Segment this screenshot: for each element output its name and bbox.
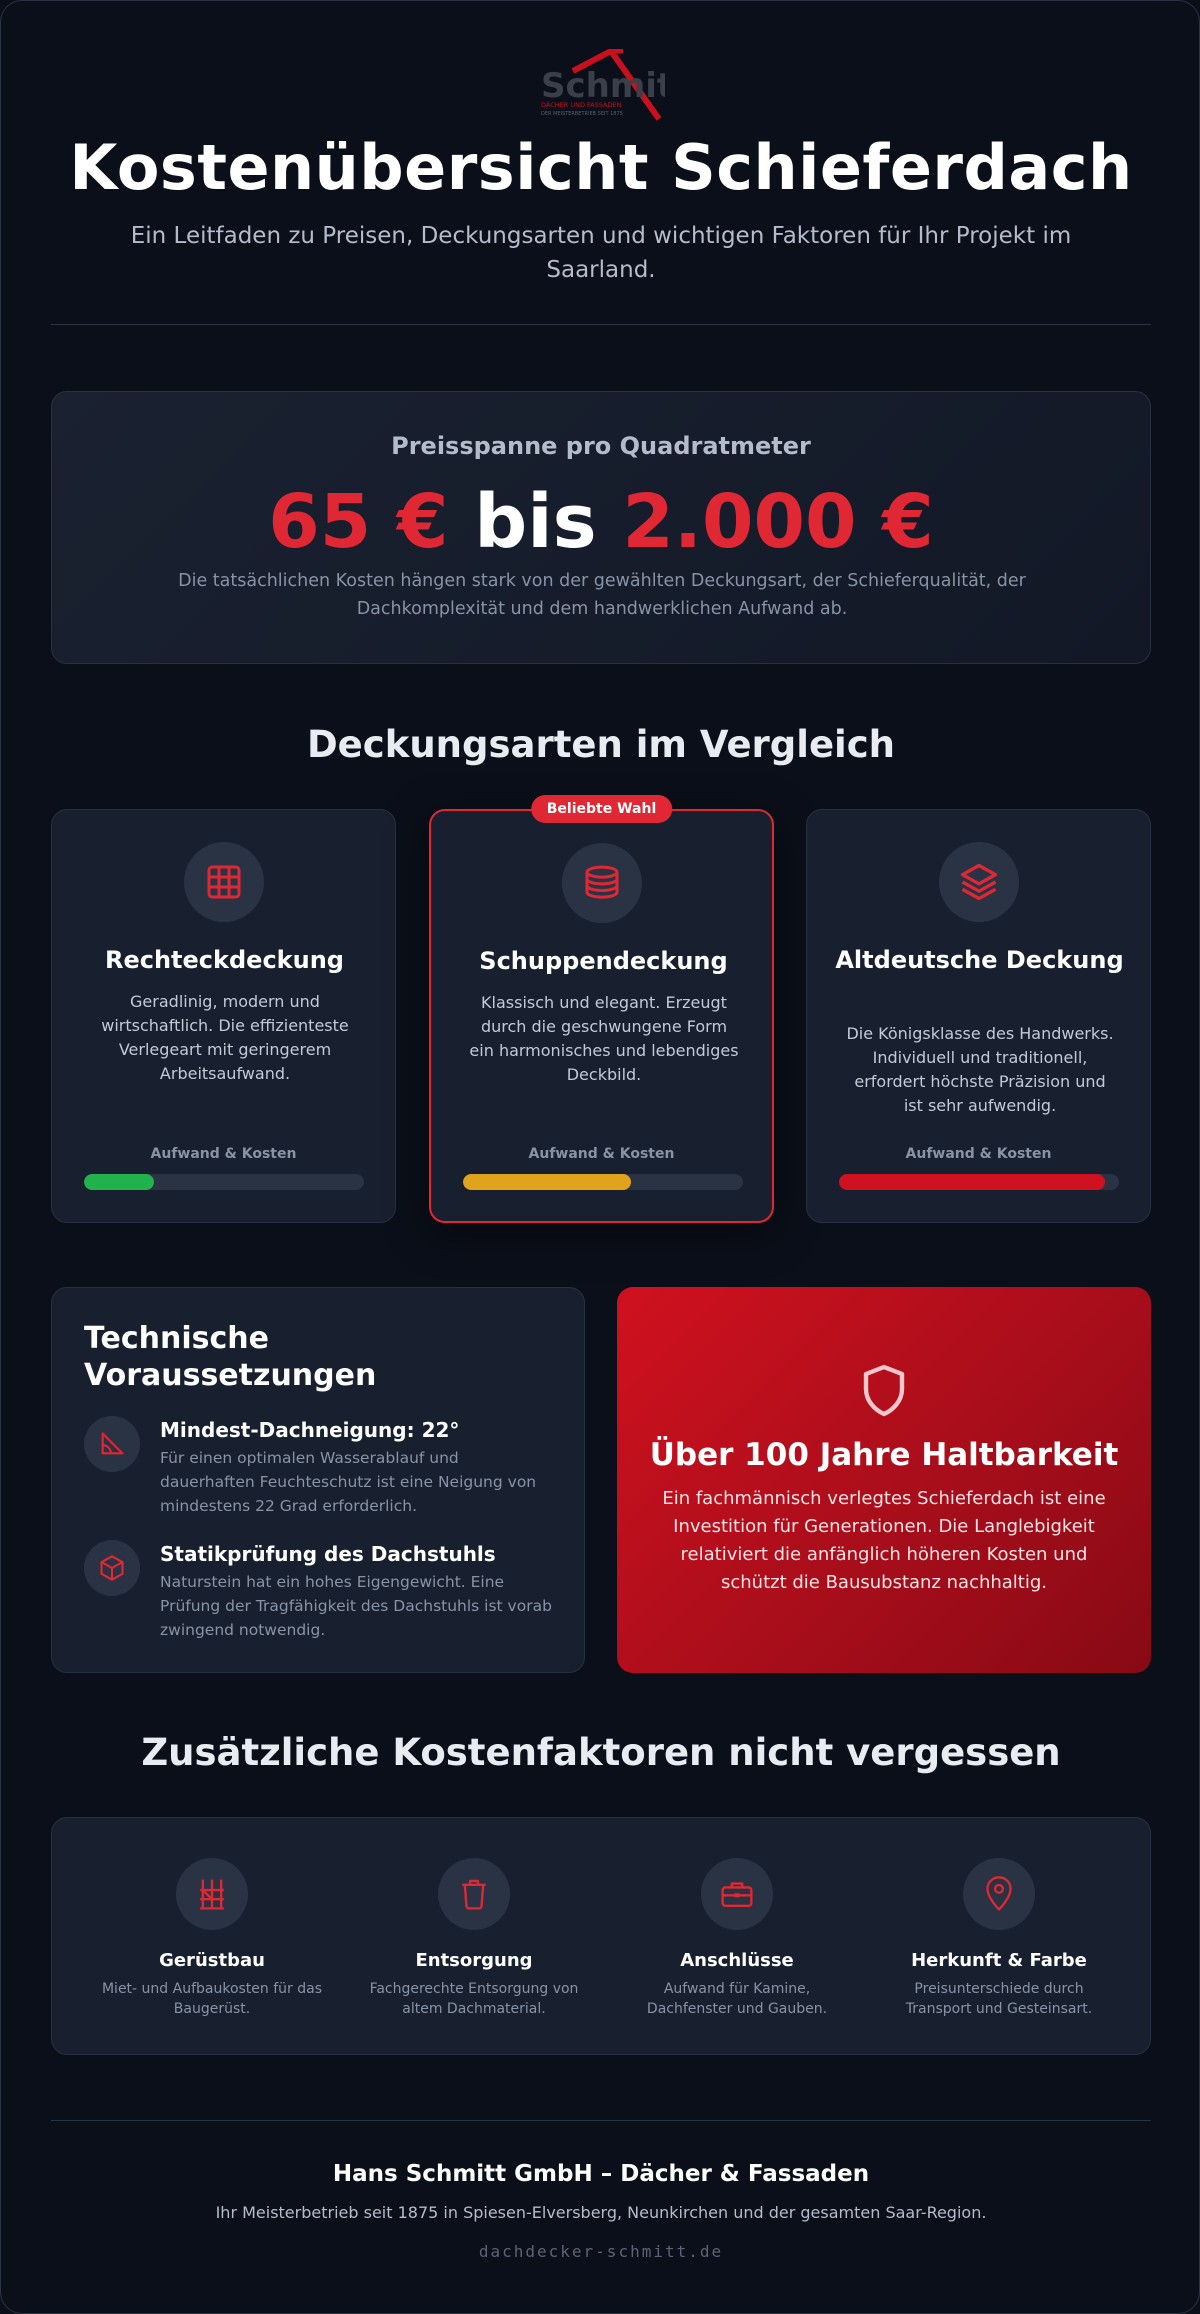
factor-title: Entsorgung	[415, 1950, 533, 1971]
effort-label: Aufwand & Kosten	[905, 1146, 1052, 1162]
trash-icon	[438, 1858, 510, 1930]
effort-bar	[84, 1174, 364, 1190]
footer-divider	[51, 2120, 1151, 2121]
durability-card	[617, 1287, 1151, 1673]
grid-icon	[184, 842, 264, 922]
map-pin-icon	[963, 1858, 1035, 1930]
technical-requirements-card	[51, 1287, 585, 1673]
technical-item-title: Statikprüfung des Dachstuhls	[160, 1542, 496, 1566]
coverage-text: Geradlinig, modern und wirtschaftlich. Die effizienteste Verlegeart mit geringerem Arbeitsaufwand.	[101, 992, 349, 1083]
durability-text: Ein fachmännisch verlegtes Schieferdach ist eine Investition für Generationen. Die Langlebigkeit relativiert die anfänglich höheren Kosten und schützt die Bausubstanz nachhaltig.	[662, 1488, 1106, 1593]
price-min: 65 €	[268, 479, 449, 565]
factor-herkunft	[879, 1858, 1119, 2019]
factor-entsorgung	[354, 1858, 594, 2019]
factor-title: Anschlüsse	[680, 1950, 794, 1971]
coverage-card-altdeutsch	[806, 809, 1151, 1223]
coverage-title: Altdeutsche Deckung	[835, 946, 1124, 974]
technical-title: Technische Voraussetzungen	[84, 1321, 377, 1393]
price-range-label: Preisspanne pro Quadratmeter	[391, 432, 811, 460]
factor-geruestbau	[92, 1858, 332, 2019]
stack-icon	[562, 843, 642, 923]
header-divider	[51, 324, 1151, 325]
svg-text:DER MEISTERBETRIEB SEIT 1875: DER MEISTERBETRIEB SEIT 1875	[541, 111, 623, 117]
price-connector: bis	[474, 479, 597, 565]
coverage-card-rechteck	[51, 809, 396, 1223]
effort-label: Aufwand & Kosten	[528, 1146, 675, 1162]
effort-bar-fill	[839, 1174, 1105, 1190]
price-range-value	[52, 472, 1150, 572]
effort-bar-fill	[463, 1174, 631, 1190]
comparison-title: Deckungsarten im Vergleich	[306, 723, 896, 766]
toolbox-icon	[701, 1858, 773, 1930]
svg-text:Schmitt: Schmi	[541, 66, 657, 106]
popular-badge: Beliebte Wahl	[531, 795, 673, 823]
cost-factors-card	[51, 1817, 1151, 2055]
scaffold-icon	[176, 1858, 248, 1930]
factor-text: Fachgerechte Entsorgung von altem Dachmaterial.	[369, 1981, 579, 2017]
coverage-title: Rechteckdeckung	[104, 946, 344, 974]
effort-label: Aufwand & Kosten	[150, 1146, 297, 1162]
triangle-ruler-icon	[84, 1416, 140, 1472]
price-range-card	[51, 391, 1151, 664]
factors-title: Zusätzliche Kostenfaktoren nicht vergessen	[141, 1731, 1061, 1774]
page-title: Kostenübersicht Schieferdach	[69, 131, 1133, 204]
technical-item-text: Für einen optimalen Wasserablauf und dauerhaften Feuchteschutz ist eine Neigung von mindestens 22 Grad erforderlich.	[160, 1449, 537, 1515]
cube-icon	[84, 1540, 140, 1596]
svg-text:DÄCHER UND FASSADEN: DÄCHER UND FASSADEN	[541, 101, 622, 109]
factor-text: Miet- und Aufbaukosten für das Baugerüst.	[101, 1981, 323, 2017]
layers-icon	[939, 842, 1019, 922]
footer-company-name: Hans Schmitt GmbH – Dächer & Fassaden	[332, 2161, 870, 2187]
coverage-text: Die Königsklasse des Handwerks. Individuell und traditionell, erfordert höchste Präzision und ist sehr aufwendig.	[846, 1024, 1114, 1115]
footer-description: Ihr Meisterbetrieb seit 1875 in Spiesen-Elversberg, Neunkirchen und der gesamten Saar-Region.	[215, 2203, 987, 2222]
effort-bar-fill	[84, 1174, 154, 1190]
footer-website-link[interactable]: dachdecker-schmitt.de	[478, 2242, 724, 2261]
coverage-card-schuppen	[429, 801, 774, 1223]
factor-title: Gerüstbau	[159, 1950, 265, 1971]
shield-icon	[860, 1363, 908, 1419]
page-subtitle: Ein Leitfaden zu Preisen, Deckungsarten und wichtigen Faktoren für Ihr Projekt im Saarland.	[130, 223, 1072, 283]
technical-item-text: Naturstein hat ein hohes Eigengewicht. Eine Prüfung der Tragfähigkeit des Dachstuhls ist vorab zwingend notwendig.	[160, 1573, 552, 1639]
effort-bar	[463, 1174, 743, 1190]
coverage-title: Schuppendeckung	[479, 947, 728, 975]
factor-text: Preisunterschiede durch Transport und Gesteinsart.	[905, 1981, 1093, 2017]
effort-bar	[839, 1174, 1119, 1190]
factor-title: Herkunft & Farbe	[911, 1950, 1087, 1971]
factor-text: Aufwand für Kamine, Dachfenster und Gauben.	[646, 1981, 828, 2017]
price-note: Die tatsächlichen Kosten hängen stark von der gewählten Deckungsart, der Schieferqualität, der Dachkomplexität und dem handwerklichen Aufwand ab.	[178, 571, 1026, 619]
factor-anschluesse	[617, 1858, 857, 2019]
durability-title: Über 100 Jahre Haltbarkeit	[649, 1437, 1119, 1473]
price-max: 2.000 €	[622, 479, 934, 565]
company-logo	[537, 49, 665, 125]
coverage-text: Klassisch und elegant. Erzeugt durch die geschwungene Form ein harmonisches und lebendiges Deckbild.	[469, 993, 739, 1084]
technical-item-title: Mindest-Dachneigung: 22°	[160, 1418, 460, 1442]
